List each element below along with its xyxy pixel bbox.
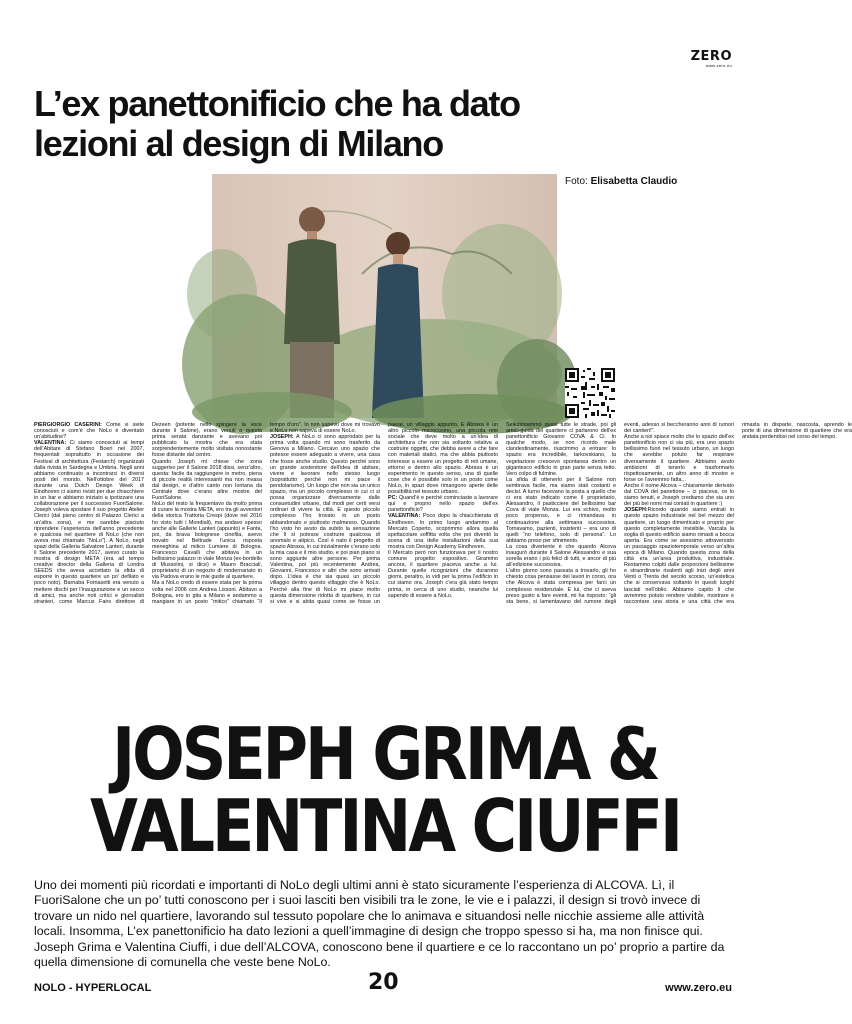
interview-text [34, 422, 852, 606]
photo-credit-name: Elisabetta Claudio [590, 176, 678, 187]
names-line-1: JOSEPH GRIMA & [112, 712, 658, 796]
paragraph [506, 422, 616, 477]
paragraph-text: La cosa divertente è che quando Alcova inaugurò durante il Salone Alessandro e sua sorella erano i più felici di tutti, e ancor di più all’edizione successiva. [506, 543, 616, 569]
logo-word: ZERO [690, 49, 732, 64]
paragraph-text: Selezionammo quasi tutte le strade, poi gli amici-guida del quartiere ci parlarono dell’ex panettonificio Giovanni COVA & Ci. In qualche modo, se non ricordo male clandestinamente, riuscimmo a entrare: lo spazio era incredibile, tarkovskiano, la vegetazione crescevo spontanea dentro un gigantesco edificio in gran parte senza tetto. Vero colpo di fulmine. [506, 422, 616, 477]
paragraph [388, 513, 498, 550]
intro-paragraph: Uno dei momenti più ricordati e importanti di NoLo degli ultimi anni è stato sicuramente l’esperienza di ALCOVA. Lì, il FuoriSalone che un po’ tutti conoscono per i suoi lasciti ben visibili tra le zone, le vie e i palazzi, il design si trovò invece di trovare un nido nel quartiere, lavorando sul tessuto popolare che lo animava e situandosi nelle nicchie assieme alle attività locali. Insomma, L’ex panettonificio ha dato lezioni a quell’immagine di design che troppo spesso si ha, ma non finisce qui. Joseph Grima e Valentina Ciuffi, i due dell’ALCOVA, conoscono bene il quartiere e ce lo raccontano un po’ proprio a partire da quella dimensione di comunella che veste bene NoLo. [34, 878, 725, 970]
article-headline [34, 84, 554, 164]
logo-subtext: www.zero.eu [705, 63, 732, 68]
paragraph-text: NoLo del resto la frequentavo da molto prima di curare la mostra META, ero tra gli avventori della storica Trattoria Crespi (dove nel 2016 ho visto tutti i Mondiali), ma andavo spesso anche alle Gallerie Lanteri (appunto) e Fanta, poi, da brava bolognese cinefila, avevo trovato nel Beltrade l’unica risposta meneghina al mitico Lumiere di Bologna. Francesco Cavalli che abitava in un bellissimo palazzo in viale Monza (ex-bordello di Mussolini, si dice) e Mauro Bracciali, proprietario di un negozio di modernariato in via Padova erano le mie guide al quartiere. [152, 501, 262, 581]
names-line-2: VALENTINA CIUFFI [89, 784, 681, 868]
footer-website[interactable]: www.zero.eu [665, 982, 732, 994]
paragraph-text: Ma a NoLo credo di essere stata per la prima volta nel 2006 con Andrea Lissoni. Abitavo a Bologna, ero in gita a Milano e andammo a mangiare in un posto “mitico” chiamato “Il tempo d’oro”. Io non sapevo dove mi trovavo e NoLo non sapeva di essere NoLo. [152, 422, 380, 605]
portrait-photo [212, 174, 557, 418]
speaker-label: PIERGIORGIO CASERINI: [34, 422, 102, 428]
paragraph [388, 495, 498, 513]
paragraph [624, 483, 734, 507]
paragraph-text: Il Mercato però non funzionava per il nostro comune progetto espositivo. Girammo ancora, il quartiere piaceva anche a lui. Durante quelle ricognizioni che durarono giorni, peraltro, io vidi per la prima l’edificio in cui siamo ora. Joseph c’era già stato tempo prima, in cerca di uno studio, neanche lui sapendo di essere a NoLo. [388, 549, 498, 599]
paragraph [506, 477, 616, 544]
qr-code[interactable] [565, 368, 615, 418]
paragraph-text: Quando Joseph mi chiese che zona suggerivo per il Salone 2018 dissi, senz’altro, questa: facile da raggiungere in metro, piena di piccole realtà interessanti ma non invasa dal design, e d’altro canto non lontana da Centrale dove c’erano altre mostre del FuoriSalone. [152, 458, 262, 502]
paragraph-text: A NoLo ci sono approdato per la prima volta quando mi sono trasferito da Genova a Milano. Cercavo uno spazio che potesse essere adeguato a vivere, una casa che fosse anche studio. Questo perché sono un grande sostenitore dell’idea di abitare, vivere e lavorare nello stesso luogo (soprattutto perché non mi piace il pendolarismo). Un luogo che non sia un unico spazio, ma un piccolo complesso in cui ci si possa organizzare diversamente dalle consuetudini urbane, dal modi per certi versi ordinari di vivere la città. E questo piccolo complesso l’ho trovato in un posto abbandonato e piuttosto malmesso. Quando l’ho visto ho avuto da subito la sensazione che lì si potesse costruire qualcosa di anomalo e atipico. Così è nato il progetto di spazio Abraxa, in cui inizialmente c’erano solo la mia casa e il mio studio, e poi pian piano si sono aggiunte altre persone. Per prima Valentina, poi più recentemente Andrea, Giovanni, Francesco e altri che sono arrivati dopo. L’idea è che sia quasi un piccolo villaggio dentro questo villaggio che è NoLo. Perché alla fine di NoLo mi piace molto questa dimensione ridotta di quartiere, in cui si vive e si abita quasi come se fosse un paese, un villaggio appunto. E Abraxa è un altro piccolo microcosmo, una piccola rete sociale che deve molto a un’idea di architettura che non sia soltanto relativa a costruire oggetti, che debba avere a che fare con materiali statici, ma che abbia piuttosto interesse a essere un progetto di reti umane, ettorno e dentro allo spazio. Abraxa è un esperimento in questo senso, una di quelle cose che è possibile solo in un posto come NoLo, in spazi dove rimangono aperte delle possibilità nel tessuto urbano. [270, 422, 498, 605]
paragraph-text: Anche il nome Alcova – chiaramente derivato dal COVA del panettone – ci piaceva, ce lo siamo tenuti, e Joseph crediamo che sia uno dei più bei nomi mai coniati in quartiere :) [624, 482, 734, 508]
paragraph [152, 459, 262, 502]
paragraph-text: Quand’è e perché cominciaste a lavorare qui e proprio nello spazio dell’ex panettonificio? [388, 495, 498, 514]
paragraph-text: Ricordo quando siamo entrati in questo spazio industriale nel bel mezzo del quartiere, un luogo dimenticato e proprio per questo completamente invisibile. Varcata la soglia di questo edificio siamo rimasti a bocca aperta. Era come se avessimo attraversato un passaggio spaziotemporale verso un’altra epoca di Milano. Quando questa zona della città era un’area produttiva, industriale. Restammo colpiti dalle proporzioni bellissime e straordinarie risalenti agli inizi degli anni Venti o Trenta del secolo scorso, un’estetica che si conservava soltanto in questi luoghi lasciati nell’oblio. Abbiamo capito lì che avremmo potuto rendere visibile, mostrare e raccontare una storia e una città che era rimasta in disparte, nascosta, aprendo le porte di una dimensione di quartiere che era andata perdendosi nel corso del tempo. [624, 422, 852, 605]
paragraph [624, 434, 734, 483]
page-number: 20 [368, 970, 399, 995]
headline-line-2: lezioni al design di Milano [34, 123, 443, 164]
speaker-label: VALENTINA: [34, 440, 67, 447]
paragraph [152, 501, 262, 580]
zero-logo [691, 50, 732, 68]
paragraph-text: Ci siamo conosciuti ai tempi dell’Abitare di Stefano Boeri nel 2007, frequentati soprattutto in occasione dei Festival di architettura (Festarch) organizzati dalla rivista in Sardegna e Umbria. Negli anni abbiamo continuato a incontrarci in diversi posti del mondo. Nell’ottobre del 2017 durante una Dutch Design Week di Eindhoven ci siamo rivisti per due chiacchiere in un bar e abbiamo iniziato a ipotizzare una collaborazione per il successivo FuoriSalone. Joseph voleva spostare il suo progetto Atelier Clerici (dal pieno centro di Palazzo Clerici a un’altra zona), e me sarebbe piaciuto riprendere l’esperienza dell’anno precedente e qualcosa nel quartiere di NoLo (che non aveva mai chiamato “NoLo”). A NoLo, negli spazi della Galleria Salvatore Lanteri, durante il Salone precedente 2017, avevo curato la mostra di design META (era ad tempo creative director della Galleria di Londra SEEDS che aveva accettato la sfida di esporre in questo quartiere un po’ defilato e poco noto). Barnaba Fornasetti era venuto a mettere dischi per l’inaugurazione e un secco di amici, ma anche noti critici e giornalisti stranieri, come Marcus Fairs direttore di Dezeen (potente nello spingere la voce durante il Salone), erano venuti a questa prima serata danzante e avevano poi pubblicato la mostra che era stata sorprendentemente molto visitata nonostante fosse distante dal centro. [34, 422, 262, 605]
paragraph [34, 422, 144, 440]
speaker-label: VALENTINA: [388, 513, 421, 520]
paragraph-text: Poco dopo la chiacchierata di Eindhoven. In primo luogo andammo al Mercato Coperto, scoprimmo allora quella spettacolare soffitta volta che poi diventò la scena di una delle installazioni della sua mostra con Design Academy Eindhoven. [388, 513, 498, 550]
footer-section: NOLO - HYPERLOCAL [34, 982, 152, 994]
paragraph-text: Come vi siete conosciuti e com’è che NoLo è diventato un’abitudine? [34, 422, 145, 441]
photo-credit [565, 176, 677, 187]
paragraph [506, 544, 616, 568]
paragraph-text: La sfida di ottenerlo per il Salone non sembrava facile, ma siamo stati costanti e decisi. A turno facevano la posta a quello che ci era stato indicato come il proprietario, Alessandro, il pasticciere del bellissimo bar Cova di viale Monza. Lui era schivo, molto poco propenso, e ci rimandava in continuazione alla settimana successiva. Tornavamo, pazienti, insistenti – era uno di quelli “no telefono, solo di persona”. Lo abbiamo preso per sfinimento. [506, 476, 616, 544]
photo-credit-label: Foto: [565, 176, 588, 187]
interviewee-names [80, 712, 691, 868]
paragraph-text: L’altro giorno sono passata a trovarlo, gli ho chiesto cosa pensasse dei lavori in corso, ora che Alcova è stata compresa per farci un complesso residenziale. E lui, che ci aveva preso gusto a fare eventi, mi ha risposto: “gli sta bene, si lamentavano del rumore degli eventi, adesso si beccheranno anni di rumori dei cantieri!”. [506, 422, 734, 605]
headline-line-1: L’ex panettonificio che ha dato [34, 83, 520, 124]
speaker-label: JOSEPH: [270, 434, 294, 441]
paragraph-text: Anche a noi spiace molto che lo spazio dell’ex panettonificio non ci sia più, era uno spazio bellissimo fuori nel tessuto urbano, un luogo che avrebbe potuto far respirare diversamente il quartiere. Abbiamo avuto ambizioni di tenerlo e trasformarlo rispettosamente, un altro anno di mostre e forse ce l’avremmo fatta... [624, 434, 734, 483]
paragraph [388, 550, 498, 599]
speaker-label: JOSEPH: [624, 507, 648, 514]
speaker-label: PC: [388, 495, 398, 502]
